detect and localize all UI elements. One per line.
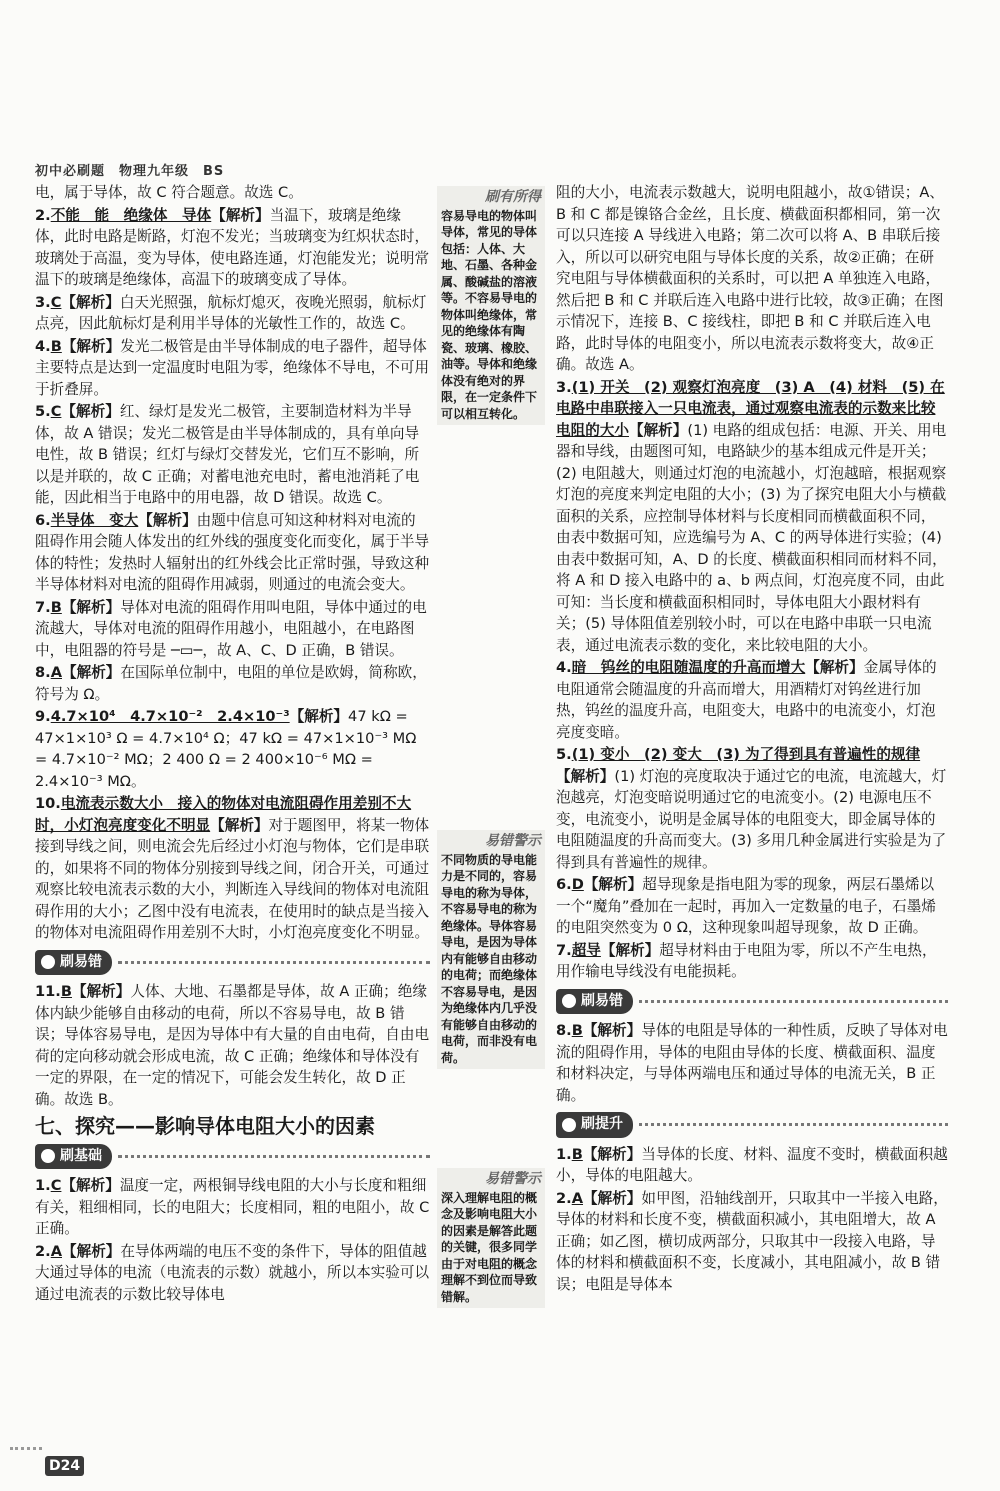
answer-item xyxy=(35,182,430,204)
item-answer: B xyxy=(571,1022,583,1039)
item-number: 4. xyxy=(35,337,51,355)
answer-item xyxy=(35,336,430,401)
item-answer: B xyxy=(571,1145,583,1163)
analysis-tag: 【解析】 xyxy=(600,941,660,959)
item-text: 电，属于导体，故 C 符合题意。故选 C。 xyxy=(35,184,303,201)
item-number: 5. xyxy=(35,403,51,420)
answer-item xyxy=(556,182,948,376)
item-number: 8. xyxy=(35,664,51,681)
item-answer: 不能 能 绝缘体 导体 xyxy=(50,206,212,224)
analysis-tag: 【解析】 xyxy=(61,403,120,420)
analysis-tag: 【解析】 xyxy=(289,708,349,725)
item-number: 7. xyxy=(35,598,51,616)
analysis-tag: 【解析】 xyxy=(582,1145,642,1163)
analysis-tag: 【解析】 xyxy=(582,1022,642,1039)
item-text: 超导现象是指电阻为零的现象，两层石墨烯以一个“魔角”叠加在一起时，再加入一定数量的电子，石墨烯的电阻突然变为 0 Ω，这种现象叫超导现象，故 D 正确。 xyxy=(556,876,936,936)
item-answer: C xyxy=(50,403,62,420)
answer-item xyxy=(35,1241,430,1306)
item-number: 5. xyxy=(556,746,572,763)
left-answers xyxy=(35,182,430,944)
answer-item xyxy=(35,706,430,792)
analysis-tag: 【解析】 xyxy=(138,511,197,529)
banner-dots xyxy=(118,1155,430,1158)
item-answer: C xyxy=(50,1177,62,1194)
item-number: 6. xyxy=(35,511,51,529)
item-text: (1) 灯泡的亮度取决于通过它的电流，电流越大，灯泡越亮，灯泡变暗说明通过它的电流变小。(2) 电源电压不变，电流变小，说明是金属导体的电阻变大，即金属导体的电阻随温度的升高而变大。(3) 多用几种金属进行实验是为了得到具有普遍性的规律。 xyxy=(556,767,947,871)
answer-item xyxy=(35,510,430,596)
item-number: 2. xyxy=(556,1189,572,1207)
item-text: 导体对电流的阻碍作用叫电阻，导体中通过的电流越大，导体对电流的阻碍作用越小，电阻越小，在电路图中，电阻器的符号是 ─▭─，故 A、C、D 正确，B 错误。 xyxy=(35,598,427,659)
page-dots xyxy=(10,1447,42,1450)
answer-item xyxy=(556,940,948,983)
item-number: 6. xyxy=(556,876,572,893)
item-number: 9. xyxy=(35,708,51,725)
analysis-tag: 【解析】 xyxy=(61,1177,120,1194)
answer-item xyxy=(556,1020,948,1106)
page-number: D24 xyxy=(45,1456,84,1476)
analysis-tag: 【解析】 xyxy=(61,337,121,355)
analysis-tag: 【解析】 xyxy=(583,876,643,893)
answer-item xyxy=(35,981,430,1110)
item-answer: B xyxy=(60,983,72,1000)
left-answers-2 xyxy=(35,981,430,1110)
item-text: 温度一定，两根铜导线电阻的大小与长度和粗细有关，粗细相同，长的电阻大；长度相同，粗的电阻小，故 C 正确。 xyxy=(35,1177,430,1237)
item-answer: C xyxy=(50,293,62,311)
item-answer: D xyxy=(571,876,584,893)
item-number: 3. xyxy=(556,378,572,396)
answer-item xyxy=(35,292,430,335)
item-text: 导体的电阻是导体的一种性质，反映了导体对电流的阻碍作用，导体的电阻由导体的长度、横截面积、温度和材料决定，与导体两端电压和通过导体的电流无关，B 正确。 xyxy=(556,1022,948,1104)
side-note-1: 刷有所得 容易导电的物体叫导体，常见的导体包括：人体、大地、石墨、各种金属、酸碱盐的溶液等。不容易导电的物体叫绝缘体，常见的绝缘体有陶瓷、玻璃、橡胶、油等。导体和绝缘体没有绝对的界限，在一定条件下可以相互转化。 xyxy=(437,186,545,425)
item-text: (1) 电路的组成包括：电源、开关、用电器和导线，由题图可知，电路缺少的基本组成元件是开关；(2) 电阻越大，则通过灯泡的电流越小，灯泡越暗，根据观察灯泡的亮度来判定电阻的大小；(3) 为了探究电阻大小与横截面积的关系，应控制导体材料与长度相同而横截面积不同，由表中数据可知，应选编号为 A、C 的两导体进行实验；(4) 由表中数据可知，A、D 的长度、横截面积相同而材料不同，将 A 和 D 接入电路中的 a、b 两点间，灯泡亮度不同，由此可知：当长度和横截面积相同时，导体电阻大小跟材料有关；(5) 导体阻值差别较小时，可以在电路中串联一只电流表，通过电流表示数的变化，来比较电阻的大小。 xyxy=(556,421,947,654)
brush-icon xyxy=(562,1118,576,1132)
banner-pill: 刷易错 xyxy=(556,989,633,1015)
item-number: 1. xyxy=(556,1145,572,1163)
item-text: 超导材料由于电阻为零，所以不产生电热，用作输电导线没有电能损耗。 xyxy=(556,941,937,980)
item-text: 如甲图，沿轴线剖开，只取其中一半接入电路，导体的材料和长度不变，横截面积减小，其电阻增大，故 A 正确；如乙图，横切成两部分，只取其中一段接入电路，导体的材料和横截面积不变，长度减小，其电阻减小，故 B 错误；电阻是导体本 xyxy=(556,1189,948,1293)
right-answers-3 xyxy=(556,1144,948,1296)
brush-icon xyxy=(41,1149,55,1163)
item-text: 当导体的长度、材料、温度不变时，横截面积越小，导体的电阻越大。 xyxy=(556,1145,948,1184)
item-number: 2. xyxy=(35,1242,51,1260)
brush-icon xyxy=(41,955,55,969)
answer-item xyxy=(556,1144,948,1187)
item-answer: 超导 xyxy=(571,941,601,959)
banner-pill: 刷基础 xyxy=(35,1144,112,1170)
analysis-tag: 【解析】 xyxy=(62,664,121,681)
left-column xyxy=(35,182,430,1306)
page-header: 初中必刷题 物理九年级 BS xyxy=(35,164,225,179)
answer-item xyxy=(556,657,948,743)
banner-dots xyxy=(639,1000,948,1003)
section-title: 七、探究——影响导体电阻大小的因素 xyxy=(35,1114,375,1138)
answer-item xyxy=(35,793,430,944)
answer-item xyxy=(35,205,430,291)
banner-right-1 xyxy=(556,989,948,1015)
item-answer: A xyxy=(571,1189,583,1207)
banner-left-2 xyxy=(35,1144,430,1170)
analysis-tag: 【解析】 xyxy=(62,1242,121,1260)
item-answer: 半导体 变大 xyxy=(50,511,139,529)
item-answer: 电流表示数大小 接入的物体对电流阻碍作用差别不大时，小灯泡亮度变化不明显 xyxy=(35,795,412,834)
banner-right-2 xyxy=(556,1112,948,1138)
item-text: 47 kΩ = 47×1×10³ Ω = 4.7×10⁴ Ω；47 kΩ = 47×1×10⁻³ MΩ = 4.7×10⁻² MΩ；2 400 Ω = 2 400×10⁻⁶ MΩ = 2.4×10⁻³ MΩ。 xyxy=(35,708,417,790)
analysis-tag: 【解析】 xyxy=(583,1189,642,1207)
analysis-tag: 【解析】 xyxy=(61,598,121,616)
analysis-tag: 【解析】 xyxy=(628,421,688,439)
banner-left-1 xyxy=(35,950,430,976)
item-text: 红、绿灯是发光二极管，主要制造材料为半导体，故 A 错误；发光二极管是由半导体制成的，具有单向导电性，故 B 错误；红灯与绿灯交替发光，它们互不影响，所以是并联的，故 C 正确；对蓄电池充电时，蓄电池消耗了电能，因此相当于电路中的用电器，故 D 错误。故选 C。 xyxy=(35,403,420,506)
answer-item xyxy=(35,662,430,705)
item-text: 金属导体的电阻通常会随温度的升高而增大，用酒精灯对钨丝进行加热，钨丝的温度升高，电阻变大，电路中的电流变小，灯泡亮度变暗。 xyxy=(556,659,937,741)
item-text: 当温下，玻璃是绝缘体，此时电路是断路，灯泡不发光；当玻璃变为红炽状态时，玻璃处于高温，变为导体，使电路连通，灯泡能发光；说明常温下的玻璃是绝缘体，高温下的玻璃变成了导体。 xyxy=(35,206,430,288)
item-answer: 4.7×10⁴ 4.7×10⁻² 2.4×10⁻³ xyxy=(50,708,290,725)
left-answers-3 xyxy=(35,1175,430,1305)
analysis-tag: 【解析】 xyxy=(210,816,269,834)
item-number: 8. xyxy=(556,1022,572,1039)
item-answer: 暗 钨丝的电阻随温度的升高而增大 xyxy=(571,659,806,676)
item-text: 发光二极管是由半导体制成的电子器件，超导体主要特点是达到一定温度时电阻为零，绝缘体不导电，不可用于折叠屏。 xyxy=(35,337,430,398)
item-number: 4. xyxy=(556,659,572,676)
right-answers xyxy=(556,182,948,983)
item-number: 7. xyxy=(556,941,572,959)
item-text: 由题中信息可知这种材料对电流的阻碍作用会随人体发出的红外线的强度变化而变化，属于半导体的特性；发热时人辐射出的红外线会比正常时强，导致这种半导体材料对电流的阻碍作用减弱，则通过的电流会变大。 xyxy=(35,511,430,593)
answer-item xyxy=(35,401,430,509)
answer-item xyxy=(35,1175,430,1240)
analysis-tag: 【解析】 xyxy=(556,767,615,785)
item-number: 3. xyxy=(35,293,51,311)
brush-icon xyxy=(562,994,576,1008)
item-text: 白天光照强，航标灯熄灭，夜晚光照弱，航标灯点亮，因此航标灯是利用半导体的光敏性工作的，故选 C。 xyxy=(35,293,427,332)
analysis-tag: 【解析】 xyxy=(71,983,131,1000)
right-answers-2 xyxy=(556,1020,948,1106)
answer-item xyxy=(556,1188,948,1296)
side-note-2: 易错警示 不同物质的导电能力是不同的，容易导电的称为导体，不容易导电的称为绝缘体。导体容易导电，是因为导体内有能够自由移动的电荷；而绝缘体不容易导电，是因为绝缘体内几乎没有能够自由移动的电荷，而非没有电荷。 xyxy=(437,830,545,1069)
item-answer: A xyxy=(50,664,62,681)
banner-dots xyxy=(118,961,430,964)
banner-pill: 刷易错 xyxy=(35,950,112,976)
item-text: 阻的大小，电流表示数越大，说明电阻越小，故①错误；A、B 和 C 都是镍铬合金丝，且长度、横截面积都相同，第一次可以只连接 A 导线进入电路；第二次可以将 A、B 串联后接入，所以可以研究电阻与导体长度的关系，故②正确；在研究电阻与导体横截面积的关系时，可以把 A 单独连入电路，然后把 B 和 C 并联后连入电路中进行比较，故③正确；在图示情况下，连接 B、C 接线柱，即把 B 和 C 并联后连入电路，此时导体的电阻变小，所以电流表示数将变大，故④正确。故选 A。 xyxy=(556,184,944,373)
item-text: 在国际单位制中，电阻的单位是欧姆，简称欧，符号为 Ω。 xyxy=(35,664,427,703)
item-answer: B xyxy=(50,598,62,616)
side-note-3: 易错警示 深入理解电阻的概念及影响电阻大小的因素是解答此题的关键，很多同学由于对电阻的概念理解不到位而导致错解。 xyxy=(437,1168,545,1308)
item-number: 10. xyxy=(35,795,61,812)
answer-item xyxy=(556,874,948,939)
item-answer: (1) 变小 (2) 变大 (3) 为了得到具有普遍性的规律 xyxy=(571,746,921,763)
answer-item xyxy=(556,744,948,873)
analysis-tag: 【解析】 xyxy=(61,293,120,311)
answer-item xyxy=(556,377,948,657)
item-text: 人体、大地、石墨都是导体，故 A 正确；绝缘体内缺少能够自由移动的电荷，所以不容易导电，故 B 错误；导体容易导电，是因为导体中有大量的自由电荷，自由电荷的定向移动就会形成电流，故 C 正确；绝缘体和导体没有一定的界限，在一定的情况下，可能会发生转化，故 D 正确。故选 B。 xyxy=(35,983,430,1108)
right-column xyxy=(556,182,948,1296)
analysis-tag: 【解析】 xyxy=(211,206,270,224)
banner-pill: 刷提升 xyxy=(556,1112,633,1138)
item-answer: (1) 开关 (2) 观察灯泡亮度 (3) A (4) 材料 (5) 在电路中串联接入一只电流表，通过观察电流表的示数来比较电阻的大小 xyxy=(556,378,945,439)
analysis-tag: 【解析】 xyxy=(805,659,864,676)
item-text: 在导体两端的电压不变的条件下，导体的阻值越大通过导体的电流（电流表的示数）就越小，所以本实验可以通过电流表的示数比较导体电 xyxy=(35,1242,430,1303)
item-number: 11. xyxy=(35,983,61,1000)
item-number: 2. xyxy=(35,206,51,224)
item-number: 1. xyxy=(35,1177,51,1194)
item-answer: A xyxy=(50,1242,62,1260)
item-answer: B xyxy=(50,337,62,355)
answer-item xyxy=(35,597,430,662)
banner-dots xyxy=(639,1123,948,1126)
item-text: 对于题图甲，将某一物体接到导线之间，则电流会先后经过小灯泡与物体，它们是串联的，如果将不同的物体分别接到导线之间，闭合开关，可通过观察比较电流表示数的大小，判断连入导线间的物体对电流阻碍作用的大小；乙图中没有电流表，在使用时的缺点是当接入的物体对电流阻碍作用差别不大时，小灯泡亮度变化不明显。 xyxy=(35,816,430,941)
